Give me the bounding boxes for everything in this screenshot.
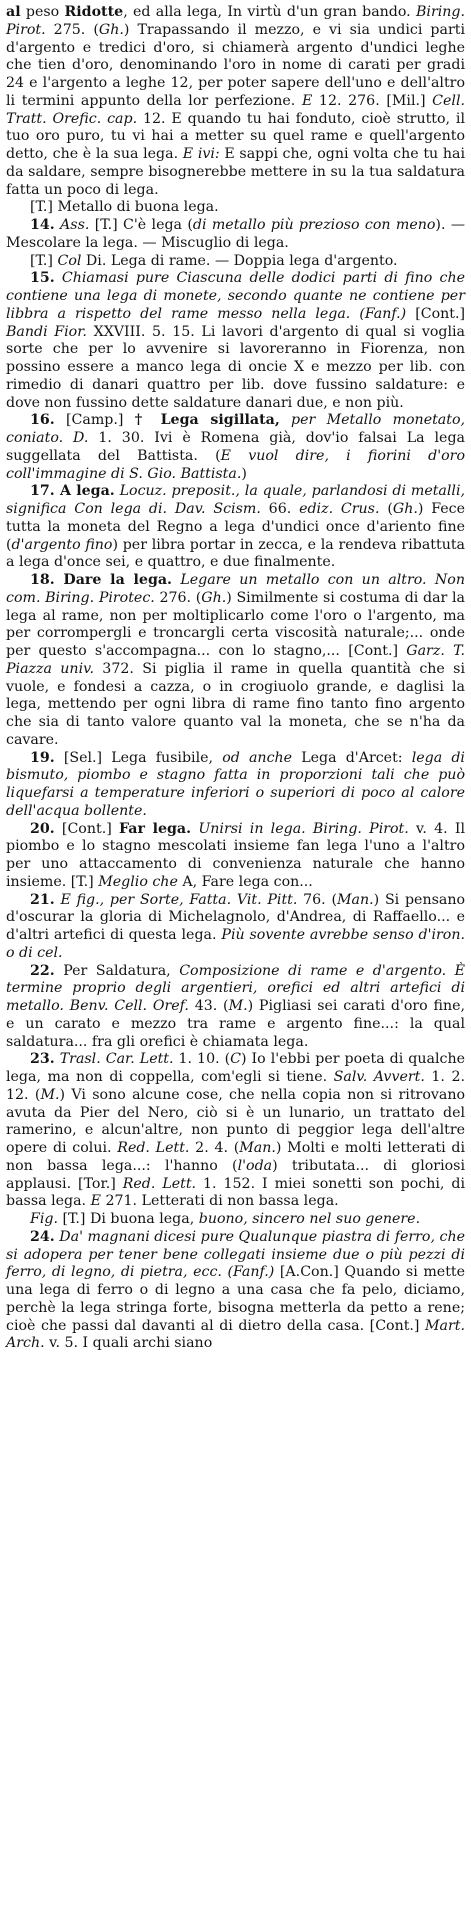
body-text: 2. 4. ( [189, 1140, 240, 1156]
body-text: ) Si pensano d'oscurar la gloria di Michelagnolo, d'Andrea, di Raffaello... e d'altri artefici di questa lega. [6, 891, 465, 943]
entry-paragraph [6, 892, 465, 963]
entry-paragraph [6, 270, 465, 412]
body-text: 1. 10. ( [173, 1051, 231, 1068]
italic-text: Meglio che [98, 873, 178, 890]
italic-text: Salv. Avvert. [333, 1069, 425, 1085]
italic-text: Ass. [60, 217, 90, 233]
body-text: 12. E quando tu hai fonduto, cioè strutto, il tuo oro puro, tu vi hai a metter su quel rame e quell'argento detto, che è la sua lega. [6, 110, 465, 162]
italic-text: di metallo più prezioso con meno [192, 217, 436, 233]
body-text: [T.] C'è lega ( [89, 217, 193, 233]
italic-text: Man. [337, 891, 374, 908]
body-text [280, 412, 291, 428]
entry-heading-text: 18. Dare la lega. [30, 572, 172, 588]
italic-text: Gh. [98, 21, 124, 38]
entry-paragraph [6, 4, 465, 199]
body-text: [A.Con.] Quando si mette una lega di ferro o di legno a una casa che fa pelo, diciamo, perchè la lega stringa forte, bisogna metterla da petto a rene; cioè che passi dal davanti al di dietro della casa. [Cont.] [6, 1264, 465, 1334]
body-text: peso [20, 4, 65, 20]
body-text: E sappi che, ogni volta che tu hai da saldare, sempre bisognerebbe mettere in su la tua saldatura fatta un poco di lega. [6, 146, 465, 198]
italic-text: Trasl. Car. Lett. [59, 1051, 174, 1068]
entry-heading-text: 22. [30, 962, 55, 979]
body-text: 1. 152. I miei sonetti son pochi, di bassa lega. [6, 1175, 465, 1210]
italic-text: buono, sincero nel suo genere. [198, 1211, 421, 1227]
body-text: Per Saldatura, [54, 962, 180, 979]
italic-text: Da' magnani dicesi pure Qualunque piastra di ferro, che si adopera per tener bene collegati insieme due o più pezzi di ferro, di legno, di pietra, ecc. (Fanf.) [6, 1228, 465, 1281]
entry-heading-text: † Lega sigillata, [134, 412, 280, 429]
italic-text: d'argento fino [11, 536, 113, 553]
italic-text: ediz. Crus. [299, 501, 380, 517]
italic-text: lega di bismuto, piombo e stagno fatta in proporzioni tali che può liquefarsi a temperature inferiori o superiori di poco al calore dell'acqua bollente. [6, 749, 465, 819]
entry-paragraph [6, 217, 465, 253]
italic-text: Red. Lett. [117, 1140, 190, 1156]
entry-heading-text: 20. [30, 820, 55, 837]
italic-text: Unirsi in lega. Biring. Pirot. [198, 820, 409, 837]
body-text: 66. [260, 501, 300, 517]
body-text: ). — Mescolare la lega. — Miscuglio di lega. [6, 217, 466, 251]
italic-text: E [301, 92, 313, 109]
body-text [55, 270, 62, 286]
body-text: ) per libra portar in zecca, e la rendeva ribattuta a lega d'once sei, e quattro, e due finalmente. [6, 536, 465, 571]
body-text: A, Fare lega con... [177, 873, 313, 890]
body-text: 43. ( [188, 998, 229, 1014]
entry-heading-text: 24. [30, 1228, 55, 1245]
italic-text: per Metallo monetato, coniato. D. [6, 412, 466, 446]
entry-heading-text: 15. [30, 270, 55, 287]
body-text: [Cont.] [406, 305, 466, 322]
entry-paragraph [6, 1229, 465, 1353]
italic-text: Chiamasi pure Ciascuna delle dodici parti di fino che contiene una lega di monete, secondo quante ne contiene per libbra a rispetto del rame messo nella lega. (Fanf.) [6, 270, 466, 322]
entry-paragraph [6, 412, 465, 483]
body-text: 275. ( [45, 21, 99, 38]
body-text: 1. 2. 12. ( [6, 1069, 465, 1103]
italic-text: Red. Lett. [122, 1175, 197, 1192]
body-text: [T.] Metallo di buona lega. [30, 199, 219, 216]
entry-heading-text: 14. [30, 217, 55, 233]
entry-heading-text: 23. [30, 1051, 55, 1068]
body-text: 12. 276. [Mil.] [312, 92, 433, 109]
body-text: [Cont.] [54, 820, 119, 837]
entry-paragraph [6, 1211, 465, 1229]
italic-text: Bandi Fior. [6, 323, 87, 340]
italic-text: Cell. Tratt. Orefic. cap. [6, 92, 466, 127]
italic-text: Col [57, 252, 82, 269]
italic-text: Legare un metallo con un altro. Non com. Biring. Pirotec. [6, 572, 465, 606]
body-text: 76. ( [297, 891, 337, 908]
entry-heading-text: Ridotte [64, 4, 124, 20]
body-text: ) Pigliasi sei carati d'oro fine, e un carato e mezzo tra rame e argento fine...: la qual saldatura... fra gli orefici è chiamata lega. [6, 998, 465, 1050]
entry-heading-text: Far lega. [118, 820, 192, 837]
italic-text: Locuz. preposit., la quale, parlandosi di metalli, significa Con lega di. Dav. Scism. [6, 483, 466, 517]
entry-paragraph [6, 1051, 465, 1211]
body-text: 372. Si piglia il rame in quella quantità che si vuole, e fondesi a cazza, o in crogiuolo grande, e daglisi la lega, mettendo per ogni libra di rame fino tanto fino argento che sia di tanto valore quanto val la moneta, che se n'ha da cavare. [6, 660, 465, 748]
entry-heading-text: 21. [30, 891, 55, 908]
body-text: ) Trapassando il mezzo, e vi sia undici parti d'argento e tredici d'oro, si chiamerà argento d'undici leghe che tien d'oro, denominando l'oro in nome di carati per gradi 24 e l'argento a leghe 12, per poter sapere dell'uno e dell'altro li termini appunto della lor perfezione. [6, 21, 465, 109]
body-text: ) [241, 465, 247, 482]
entry-paragraph [6, 483, 465, 572]
italic-text: C [230, 1051, 242, 1068]
italic-text: Man. [239, 1140, 276, 1156]
entry-heading-text: 16. [30, 412, 55, 429]
entry-paragraph [6, 253, 465, 271]
entry-paragraph [6, 199, 465, 217]
body-text: [Sel.] Lega fusibile, [54, 749, 223, 766]
italic-text: Composizione di rame e d'argento. È termine proprio degli argentieri, orefici ed altri artefici di metallo. Benv. Cell. Oref. [6, 962, 466, 1014]
body-text: Lega d'Arcet: [292, 749, 412, 766]
body-text: ) Similmente si costuma di dar la lega al rame, non per moltiplicarlo come l'oro o l'argento, ma per corrompergli e troncargli certa viscosità naturale;... onde per questo s'accompagna... con lo stagno,... [Cont.] [6, 589, 465, 659]
body-text: 271. Letterati di non bassa lega. [100, 1193, 339, 1210]
italic-text: E [90, 1193, 101, 1210]
body-text: [T.] Di buona lega, [57, 1211, 199, 1227]
italic-text: Garz. T. Piazza univ. [6, 643, 465, 677]
italic-text: M. [228, 998, 248, 1014]
entry-heading-text: 19. [30, 749, 55, 766]
italic-text: od anche [222, 749, 293, 766]
body-text: 276. ( [154, 589, 202, 606]
italic-text: Gh. [201, 589, 227, 606]
italic-text: Gh. [392, 501, 418, 517]
italic-text: l'oda [237, 1157, 273, 1174]
body-text: ) Io l'ebbi per poeta di qualche lega, ma non di coppella, com'egli si tiene. [6, 1051, 465, 1085]
italic-text: Mart. Arch. [6, 1317, 465, 1352]
body-text: [T.] [30, 252, 58, 269]
italic-text: Più sovente avrebbe senso d'iron. o di cel. [6, 927, 465, 961]
entry-paragraph [6, 572, 465, 750]
entry-paragraph [6, 963, 465, 1052]
body-text: ) Fece tutta la moneta del Regno a lega d'undici once d'ariento fine ( [6, 501, 466, 553]
body-text: XXVIII. 5. 15. Li lavori d'argento di qual si voglia sorte che per lo avvenire si lavoreranno in Fiorenza, non possino essere a manco lega di oncie X e mezzo per lib. con rimedio di danari quattro per lib. dove fussino saldature: e dove non fussino dette saldature danari due, e non più. [6, 323, 465, 411]
italic-text: E fig., per Sorte, Fatta. Vit. Pitt. [60, 891, 298, 908]
italic-text: Biring. Pirot. [6, 4, 465, 38]
body-text: [Camp.] [54, 412, 135, 429]
body-text: , ed alla lega, In virtù d'un gran bando. [123, 4, 416, 20]
entry-heading-text: 17. A lega. [30, 483, 115, 500]
body-text: 1. 30. Ivi è Romena già, dov'io falsai La lega suggellata del Battista. ( [6, 430, 465, 464]
italic-text: M. [40, 1086, 60, 1103]
body-text: ) Vi sono alcune cose, che nella copia non si ritrovano avuta da Pier del Nero, ciò si è un lunario, un trattato del ramerino, e alcun'altre, non punto di peggior lega dell'altre opere di colui. [6, 1086, 466, 1156]
body-text: ( [379, 501, 393, 517]
entry-heading-text: al [6, 4, 21, 20]
body-text: v. 4. Il piombo e lo stagno mescolati insieme fan lega l'uno a l'altro per uno attaccamento di convenienza naturale che hanno insieme. [T.] [6, 820, 465, 890]
italic-text: E ivi: [182, 146, 220, 162]
body-text: v. 5. I quali archi siano [44, 1335, 213, 1352]
entry-paragraph [6, 821, 465, 892]
italic-text: E vuol dire, i fiorini d'oro coll'immagine di S. Gio. Battista. [6, 447, 465, 482]
entry-paragraph [6, 750, 465, 821]
italic-text: Fig. [30, 1211, 58, 1227]
body-text: Di. Lega di rame. — Doppia lega d'argento. [81, 252, 398, 269]
body-text: ) tributata... di gloriosi applausi. [Tor.] [6, 1157, 465, 1192]
body-text: ) Molti e molti letterati di non bassa lega...: l'hanno ( [6, 1140, 465, 1174]
